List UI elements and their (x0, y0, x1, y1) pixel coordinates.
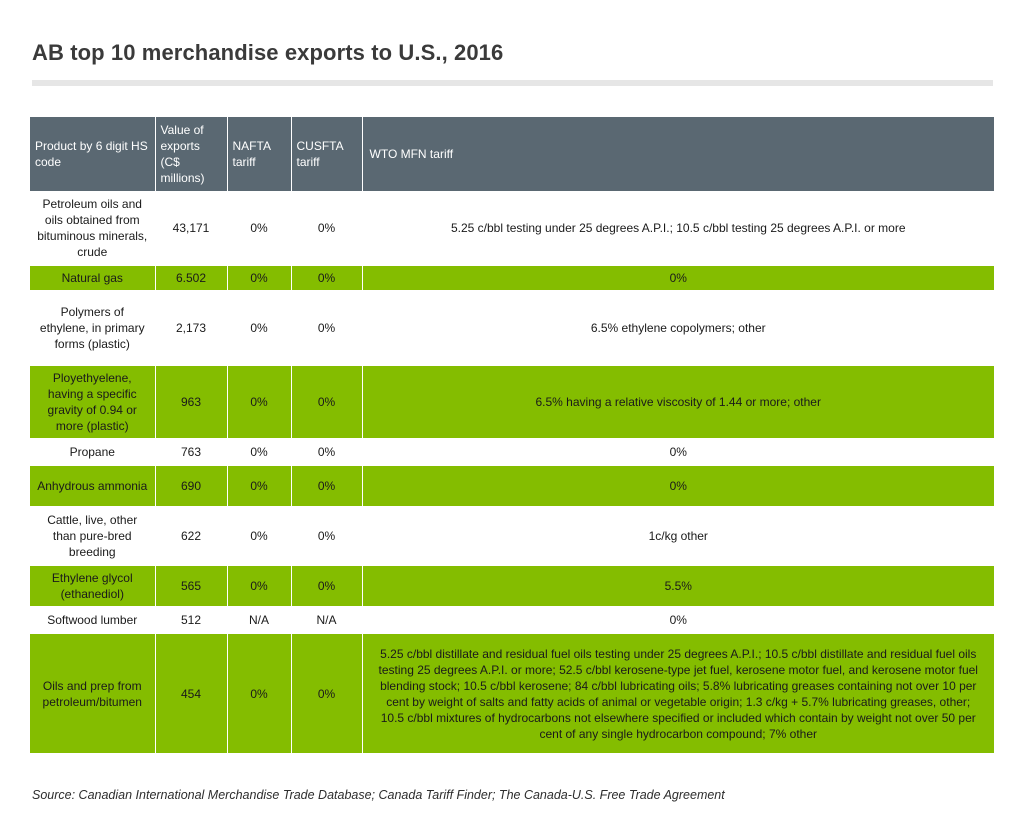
cell-cusfta: 0% (291, 439, 362, 465)
table-row (30, 439, 994, 465)
cell-product: Polymers of ethylene, in primary forms (plastic) (30, 291, 155, 365)
cell-value: 6.502 (155, 265, 227, 291)
cell-cusfta: 0% (291, 291, 362, 365)
cell-nafta: 0% (227, 265, 291, 291)
cell-cusfta: 0% (291, 633, 362, 754)
cell-value: 512 (155, 607, 227, 633)
table-row (30, 465, 994, 507)
cell-product: Ployethyelene, having a specific gravity of 0.94 or more (plastic) (30, 365, 155, 439)
header-value: Value of exports (C$ millions) (155, 117, 227, 191)
cell-cusfta: 0% (291, 507, 362, 565)
table-row (30, 507, 994, 565)
header-row (30, 117, 994, 191)
cell-value: 2,173 (155, 291, 227, 365)
cell-cusfta: 0% (291, 365, 362, 439)
title-divider (32, 80, 993, 86)
exports-table (30, 117, 994, 755)
cell-cusfta: 0% (291, 465, 362, 507)
cell-nafta: 0% (227, 465, 291, 507)
cell-product: Petroleum oils and oils obtained from bituminous minerals, crude (30, 191, 155, 265)
cell-wto: 6.5% ethylene copolymers; other (362, 291, 994, 365)
cell-value: 454 (155, 633, 227, 754)
header-cusfta: CUSFTA tariff (291, 117, 362, 191)
table-row (30, 633, 994, 754)
table-row (30, 607, 994, 633)
cell-nafta: 0% (227, 191, 291, 265)
cell-product: Natural gas (30, 265, 155, 291)
cell-wto: 5.5% (362, 565, 994, 607)
cell-product: Ethylene glycol (ethanediol) (30, 565, 155, 607)
header-wto: WTO MFN tariff (362, 117, 994, 191)
cell-product: Cattle, live, other than pure-bred breeding (30, 507, 155, 565)
cell-product: Propane (30, 439, 155, 465)
table-row (30, 565, 994, 607)
cell-product: Oils and prep from petroleum/bitumen (30, 633, 155, 754)
cell-nafta: N/A (227, 607, 291, 633)
cell-nafta: 0% (227, 507, 291, 565)
header-nafta: NAFTA tariff (227, 117, 291, 191)
cell-value: 763 (155, 439, 227, 465)
cell-cusfta: 0% (291, 565, 362, 607)
table-row (30, 365, 994, 439)
table-row (30, 191, 994, 265)
cell-wto: 1c/kg other (362, 507, 994, 565)
cell-value: 690 (155, 465, 227, 507)
table-row (30, 265, 994, 291)
cell-wto: 5.25 c/bbl distillate and residual fuel oils testing under 25 degrees A.P.I.; 10.5 c/bbl distillate and residual fuel oils testing 25 degrees A.P.I. or more; 52.5 c/bbl kerosene-type jet fuel, kerosene motor fuel, and kerosene motor fuel blending stock; 10.5 c/bbl kerosene; 84 c/bbl lubricating oils; 5.8% lubricating greases containing not over 10 per cent by weight of salts and fatty acids of animal or vegetable origin; 1.3 c/kg + 5.7% lubricating greases, other; 10.5 c/bbl mixtures of hydrocarbons not elsewhere specified or included which contain by weight not over 50 per cent of any single hydrocarbon compound; 7% other (362, 633, 994, 754)
cell-cusfta: 0% (291, 191, 362, 265)
cell-wto: 6.5% having a relative viscosity of 1.44 or more; other (362, 365, 994, 439)
page-title: AB top 10 merchandise exports to U.S., 2016 (32, 40, 504, 65)
cell-nafta: 0% (227, 365, 291, 439)
cell-cusfta: N/A (291, 607, 362, 633)
cell-wto: 0% (362, 265, 994, 291)
cell-nafta: 0% (227, 565, 291, 607)
table-row (30, 291, 994, 365)
cell-product: Anhydrous ammonia (30, 465, 155, 507)
cell-value: 43,171 (155, 191, 227, 265)
cell-wto: 0% (362, 439, 994, 465)
cell-product: Softwood lumber (30, 607, 155, 633)
cell-cusfta: 0% (291, 265, 362, 291)
cell-value: 963 (155, 365, 227, 439)
header-product: Product by 6 digit HS code (30, 117, 155, 191)
source-note: Source: Canadian International Merchandise Trade Database; Canada Tariff Finder; The Canada-U.S. Free Trade Agreement (32, 788, 725, 802)
cell-value: 565 (155, 565, 227, 607)
cell-nafta: 0% (227, 633, 291, 754)
cell-wto: 0% (362, 607, 994, 633)
cell-wto: 5.25 c/bbl testing under 25 degrees A.P.I.; 10.5 c/bbl testing 25 degrees A.P.I. or more (362, 191, 994, 265)
cell-value: 622 (155, 507, 227, 565)
cell-nafta: 0% (227, 439, 291, 465)
cell-wto: 0% (362, 465, 994, 507)
cell-nafta: 0% (227, 291, 291, 365)
